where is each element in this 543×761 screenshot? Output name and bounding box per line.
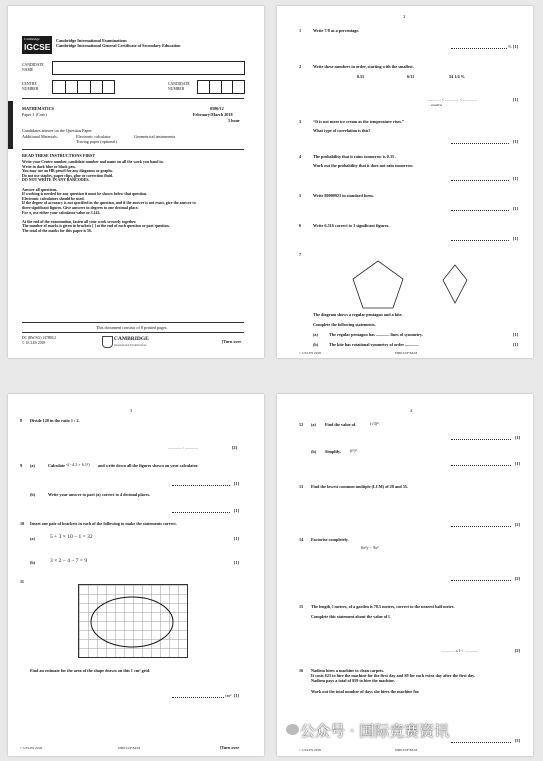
question-number: 16 — [299, 668, 304, 673]
marks: [2] — [515, 576, 520, 581]
page-1-cover — [8, 6, 264, 358]
math-expression: √(−4.3 + 6.1²) — [66, 462, 90, 467]
question-text: Write 7/8 as a percentage. — [313, 28, 360, 33]
instruction-line: Answer all questions. — [22, 187, 58, 192]
turn-over: [Turn over — [220, 745, 240, 750]
footer-code: DC (RW/SG) 147890/2 — [22, 336, 56, 340]
footer-copyright: © UCLES 2018 — [20, 746, 42, 750]
instruction-line: For π, use either your calculator value or 3.142. — [22, 210, 101, 215]
question-number: 14 — [299, 537, 304, 542]
marks: [2] — [515, 522, 520, 527]
page-2 — [277, 6, 533, 358]
question-number: 7 — [299, 252, 302, 257]
material-1: Electronic calculator — [76, 134, 111, 139]
question-number: 11 — [20, 579, 24, 584]
math-expression: (√3)⁸. — [370, 421, 380, 426]
math-expression: 3 × 2 − 4 − 7 = 9 — [50, 558, 88, 564]
candidate-name-box[interactable] — [52, 61, 245, 75]
cambridge-logo-text: CAMBRIDGE — [114, 336, 149, 342]
math-expression: 6x²y − 9x³ — [361, 545, 379, 550]
answer-line[interactable] — [451, 210, 509, 211]
question-number: 12 — [299, 422, 304, 427]
paper-name: Paper 1 (Core) — [22, 112, 47, 117]
marks: [2] — [515, 648, 520, 653]
instruction-line: If working is needed for any question it must be shown below that question. — [22, 192, 148, 197]
footer-code: 0580/12/F/M/18 — [118, 746, 141, 750]
paper-code: 0580/12 — [210, 106, 224, 111]
math-expression: 5 + 3 × 10 − 1 = 32 — [50, 534, 93, 540]
question-number: 6 — [299, 223, 302, 228]
part-label: (a) — [313, 332, 318, 337]
page-3 — [8, 394, 264, 756]
answer-line[interactable] — [172, 697, 224, 698]
igcse-logo — [22, 36, 52, 54]
turn-over: [Turn over — [222, 339, 242, 344]
footer-code: 0580/12/F/M/18 — [395, 351, 418, 355]
answer-unit: cm² — [225, 693, 232, 698]
instruction-line: Do not use staples, paper clips, glue or correction fluid. — [22, 173, 113, 178]
part-label: (b) — [30, 560, 36, 565]
answer-line-inequality[interactable]: ............. ≤ l < ............. — [441, 648, 479, 653]
kite — [443, 265, 467, 303]
session: February/March 2018 — [193, 112, 233, 117]
question-text: The length, l metres, of a garden is 78.5 metres, correct to the nearest half metre. — [311, 604, 455, 609]
page-count: This document consists of 8 printed pages. — [96, 325, 168, 330]
question-number: 8 — [20, 418, 23, 423]
marks: [1] — [513, 176, 518, 181]
answer-line[interactable] — [451, 526, 511, 527]
question-text: Insert one pair of brackets in each of the following to make the statements correct. — [30, 521, 177, 526]
duration: 1 hour — [228, 118, 240, 123]
cambridge-logo-subtext: International Examinations — [114, 343, 147, 347]
part-label: (b) — [30, 492, 36, 497]
question-number: 10 — [20, 521, 25, 526]
answer-line[interactable] — [451, 580, 511, 581]
question-text: Find the lowest common multiple (LCM) of 28 and 35. — [311, 484, 409, 489]
regular-pentagon — [353, 261, 403, 308]
marks: [1] — [513, 236, 518, 241]
instruction-line: Electronic calculators should be used. — [22, 196, 85, 201]
question-number: 9 — [20, 463, 23, 468]
footer-copyright: © UCLES 2018 — [299, 351, 321, 355]
question-subtext: Work out the probability that it does not rain tomorrow. — [313, 163, 414, 168]
part-text: Write your answer to part (a) correct to 4 decimal places. — [48, 492, 151, 497]
instruction-line: If the degree of accuracy is not specified in the question, and if the answer is not exact, give the answer to — [22, 201, 196, 206]
marks: [1] — [513, 342, 518, 347]
ellipse-shape — [78, 584, 186, 656]
additional-materials-label: Additional Materials: — [22, 134, 58, 139]
part-label: (a) — [30, 463, 35, 468]
part-text: and write down all the figures shown on your calculator. — [98, 463, 199, 468]
marks: [1] — [515, 461, 520, 466]
instruction-line: The number of marks is given in brackets [ ] at the end of each question or part question. — [22, 224, 170, 229]
footer-code: 0580/12/F/M/18 — [395, 748, 418, 752]
board-line-1: Cambridge International Examinations — [56, 38, 127, 43]
question-number: 3 — [299, 119, 302, 124]
part-label: (a) — [30, 536, 35, 541]
question-subtext: Complete the following statements. — [313, 322, 376, 327]
instructions-heading: READ THESE INSTRUCTIONS FIRST — [22, 153, 96, 158]
centre-number-box[interactable] — [52, 80, 115, 94]
logo-big-text: IGCSE — [24, 42, 51, 52]
instruction-line: At the end of the examination, fasten all your work securely together. — [22, 219, 137, 224]
answer-line-ratio[interactable]: ............. : ............. — [168, 445, 199, 450]
page-number: 3 — [130, 408, 133, 413]
centre-number-label: CENTRE NUMBER — [22, 82, 39, 91]
question-number: 15 — [299, 604, 304, 609]
candidate-number-box[interactable] — [197, 80, 245, 94]
barcode-strip — [8, 101, 13, 149]
marks: [2] — [232, 445, 237, 450]
candidate-number-label: CANDIDATE NUMBER — [168, 82, 190, 91]
marks: [1] — [234, 560, 239, 565]
answer-line[interactable] — [451, 465, 511, 466]
instruction-line: The total of the marks for this paper is 56. — [22, 228, 92, 233]
pentagon-kite-diagram — [347, 256, 477, 316]
marks: [1] — [513, 206, 518, 211]
footer-copyright: © UCLES 2018 — [299, 748, 321, 752]
answer-line[interactable] — [451, 143, 509, 144]
page-number: 4 — [410, 408, 413, 413]
material-2: Geometrical instruments — [134, 134, 176, 139]
instruction-line: DO NOT WRITE IN ANY BARCODES. — [22, 178, 90, 183]
instruction-line: Write your Centre number, candidate number and name on all the work you hand in. — [22, 160, 164, 164]
answer-line[interactable] — [451, 240, 509, 241]
part-text: Find the value of — [325, 422, 356, 427]
answer-unit: % — [508, 44, 512, 49]
question-text: Write these numbers in order, starting with the smallest. — [313, 64, 414, 69]
logo-small-text: Cambridge — [24, 37, 40, 41]
question-number: 2 — [299, 64, 302, 69]
answer-line-order[interactable]: ............. < ............. < ............. — [427, 97, 477, 102]
instructions-list — [22, 160, 196, 234]
question-text: It costs $23 to hire the machine for the first day and $9 for each extra day after the first day. — [311, 673, 476, 678]
wechat-icon — [286, 724, 299, 735]
instruction-line: Write in dark blue or black pen. — [22, 164, 76, 169]
question-number: 13 — [299, 484, 304, 489]
marks: [1] — [234, 536, 239, 541]
question-text: “It is not more ice cream as the temperature rises.” — [313, 119, 405, 124]
page-4 — [277, 394, 533, 756]
question-text: Factorise completely. — [311, 537, 349, 542]
question-number: 5 — [299, 193, 302, 198]
part-label: (b) — [313, 342, 319, 347]
question-number: 1 — [299, 28, 302, 33]
value-3: 54 1/4 % — [449, 74, 465, 79]
footer-copyright: © UCLES 2018 — [22, 341, 46, 345]
marks: [1] — [513, 97, 518, 102]
question-text: The diagram shows a regular pentagon and a kite. — [313, 312, 403, 317]
value-2: 6/11 — [407, 74, 415, 79]
marks: [3] — [515, 738, 520, 743]
question-text: Nadiem hires a machine to clean carpets. — [311, 668, 385, 673]
marks: [1] — [513, 44, 518, 49]
part-text: The regular pentagon has ............. lines of symmetry. — [329, 332, 423, 337]
question-subtext: Complete this statement about the value of l. — [311, 614, 391, 619]
question-text: The probability that it rains tomorrow is 0.35 . — [313, 154, 397, 159]
math-expression: (t⁶)². — [350, 448, 358, 453]
cambridge-crest-icon — [102, 336, 113, 348]
question-text: Write 80000923 in standard form. — [313, 193, 374, 198]
board-line-2: Cambridge International General Certificate of Secondary Education — [56, 43, 181, 48]
part-label: (a) — [311, 422, 316, 427]
marks: [1] — [515, 435, 520, 440]
answer-line[interactable] — [451, 180, 509, 181]
marks: [1] — [234, 508, 239, 513]
answer-line[interactable] — [172, 512, 230, 513]
part-label: (b) — [311, 449, 317, 454]
answer-line[interactable] — [172, 485, 230, 486]
answer-line[interactable] — [451, 439, 511, 440]
question-text: Write 6.516 correct to 3 significant figures. — [313, 223, 390, 228]
part-text: The kite has rotational symmetry of order ............. — [329, 342, 419, 347]
answer-line[interactable] — [451, 742, 511, 743]
answer-line[interactable] — [451, 48, 507, 49]
marks: [1] — [513, 332, 518, 337]
part-text: Simplify. — [325, 449, 341, 454]
page-number: 2 — [403, 14, 406, 19]
marks: [1] — [513, 139, 518, 144]
material-3: Tracing paper (optional) — [76, 139, 117, 144]
subject: MATHEMATICS — [22, 106, 54, 111]
instruction-line: You may use an HB pencil for any diagrams or graphs. — [22, 169, 113, 174]
question-text: Divide 120 in the ratio 1 : 2. — [30, 418, 80, 423]
question-number: 4 — [299, 154, 302, 159]
marks: [1] — [234, 481, 239, 486]
value-1: 0.55 — [357, 74, 365, 79]
marks: [1] — [234, 693, 239, 698]
part-text: Calculate — [48, 463, 65, 468]
watermark: 公众号 · 国际竞赛资讯 — [300, 722, 450, 740]
question-text: Nadiem pays a total of $59 to hire the machine. — [311, 678, 395, 683]
question-subtext: What type of correlation is this? — [313, 128, 371, 133]
instruction-line: three significant figures. Give answers in degrees to one decimal place. — [22, 205, 139, 210]
smallest-label: smallest — [431, 103, 443, 107]
question-text: Find an estimate for the area of the shape drawn on this 1 cm² grid. — [30, 668, 151, 673]
answer-on-paper: Candidates answer on the Question Paper. — [22, 128, 93, 133]
candidate-name-label: CANDIDATE NAME — [22, 63, 44, 72]
question-subtext: Work out the total number of days she hires the machine for. — [311, 689, 420, 694]
